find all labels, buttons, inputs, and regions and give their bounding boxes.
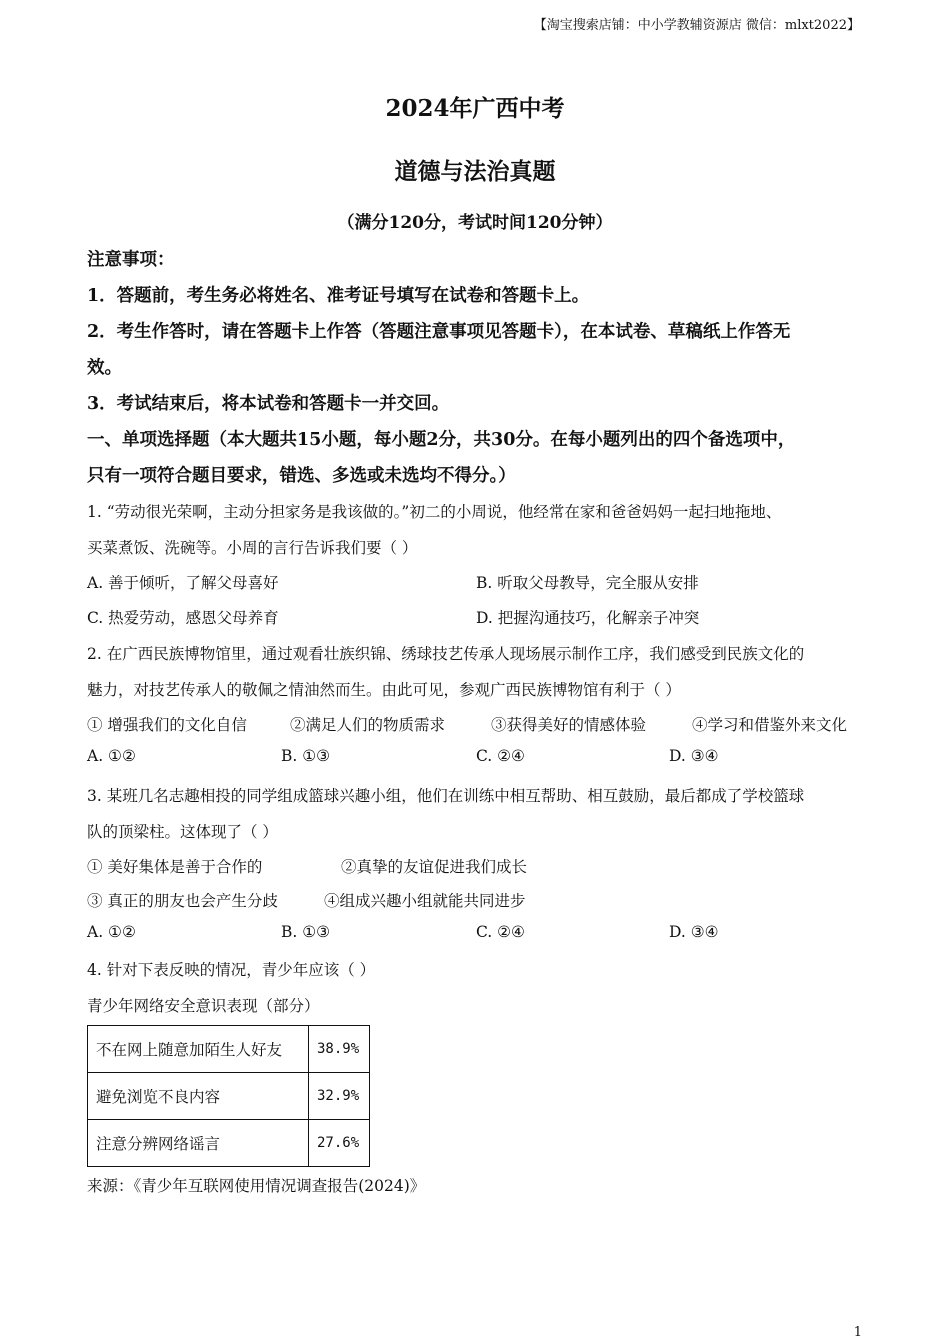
q1-option-d: D. 把握沟通技巧，化解亲子冲突 [476, 609, 700, 627]
notes-item-2-cont: 效。 [87, 358, 122, 378]
q4-data-table [87, 1025, 370, 1167]
q3-option-d: D. ③④ [669, 923, 719, 941]
q3-stem-cont: 队的顶梁柱。这体现了（ ） [87, 823, 278, 841]
q3-statement-1: ① 美好集体是善于合作的 [87, 858, 263, 876]
section-heading-cont: 只有一项符合题目要求，错选、多选或未选均不得分。） [87, 466, 516, 486]
q4-table-caption: 青少年网络安全意识表现（部分） [87, 997, 320, 1015]
table-row [88, 1120, 370, 1167]
table-row [88, 1073, 370, 1120]
page-number: 1 [853, 1325, 862, 1340]
table-cell-label: 不在网上随意加陌生人好友 [88, 1026, 309, 1073]
q1-stem: 1. “劳动很光荣啊，主动分担家务是我该做的。”初二的小周说，他经常在家和爸爸妈妈一起扫地拖地、 [87, 503, 782, 521]
table-cell-label: 注意分辨网络谣言 [88, 1120, 309, 1167]
q2-option-c: C. ②④ [476, 747, 525, 765]
notes-item-2: 2．考生作答时，请在答题卡上作答（答题注意事项见答题卡），在本试卷、草稿纸上作答无 [87, 322, 791, 342]
table-cell-value: 27.6% [309, 1120, 370, 1167]
header-note: 【淘宝搜索店铺：中小学教辅资源店 微信：mlxt2022】 [533, 18, 860, 33]
notes-heading: 注意事项： [87, 250, 175, 270]
q1-option-a: A. 善于倾听，了解父母喜好 [87, 574, 279, 592]
q4-stem: 4. 针对下表反映的情况，青少年应该（ ） [87, 961, 376, 979]
q2-stem-cont: 魅力，对技艺传承人的敬佩之情油然而生。由此可见，参观广西民族博物馆有利于（ ） [87, 681, 681, 699]
notes-item-1: 1．答题前，考生务必将姓名、准考证号填写在试卷和答题卡上。 [87, 286, 590, 306]
q2-statement-3: ③获得美好的情感体验 [491, 716, 647, 734]
q3-statement-2: ②真挚的友谊促进我们成长 [341, 858, 528, 876]
q2-option-a: A. ①② [87, 747, 136, 765]
q1-option-b: B. 听取父母教导，完全服从安排 [476, 574, 699, 592]
q2-option-b: B. ①③ [281, 747, 331, 765]
q3-option-b: B. ①③ [281, 923, 331, 941]
table-cell-value: 38.9% [309, 1026, 370, 1073]
q3-option-c: C. ②④ [476, 923, 525, 941]
q3-stem: 3. 某班几名志趣相投的同学组成篮球兴趣小组，他们在训练中相互帮助、相互鼓励，最后都成了学校篮球 [87, 787, 805, 805]
exam-subtitle: 道德与法治真题 [394, 158, 556, 185]
exam-info: （满分120分，考试时间120分钟） [337, 213, 613, 233]
table-cell-label: 避免浏览不良内容 [88, 1073, 309, 1120]
q2-stem: 2. 在广西民族博物馆里，通过观看壮族织锦、绣球技艺传承人现场展示制作工序，我们感受到民族文化的 [87, 645, 805, 663]
q1-option-c: C. 热爱劳动，感恩父母养育 [87, 609, 279, 627]
notes-item-3: 3．考试结束后，将本试卷和答题卡一并交回。 [87, 394, 450, 414]
q2-statement-1: ① 增强我们的文化自信 [87, 716, 247, 734]
section-heading: 一、单项选择题（本大题共15小题，每小题2分，共30分。在每小题列出的四个备选项中， [87, 430, 796, 450]
q2-option-d: D. ③④ [669, 747, 719, 765]
q2-statement-4: ④学习和借鉴外来文化 [692, 716, 848, 734]
q2-statement-2: ②满足人们的物质需求 [290, 716, 446, 734]
table-row [88, 1026, 370, 1073]
q3-statement-3: ③ 真正的朋友也会产生分歧 [87, 892, 278, 910]
table-cell-value: 32.9% [309, 1073, 370, 1120]
q3-option-a: A. ①② [87, 923, 136, 941]
exam-title: 2024年广西中考 [385, 95, 565, 122]
q3-statement-4: ④组成兴趣小组就能共同进步 [324, 892, 526, 910]
q4-table-source: 来源：《青少年互联网使用情况调查报告(2024)》 [87, 1177, 426, 1195]
q1-stem-cont: 买菜煮饭、洗碗等。小周的言行告诉我们要（ ） [87, 539, 418, 557]
